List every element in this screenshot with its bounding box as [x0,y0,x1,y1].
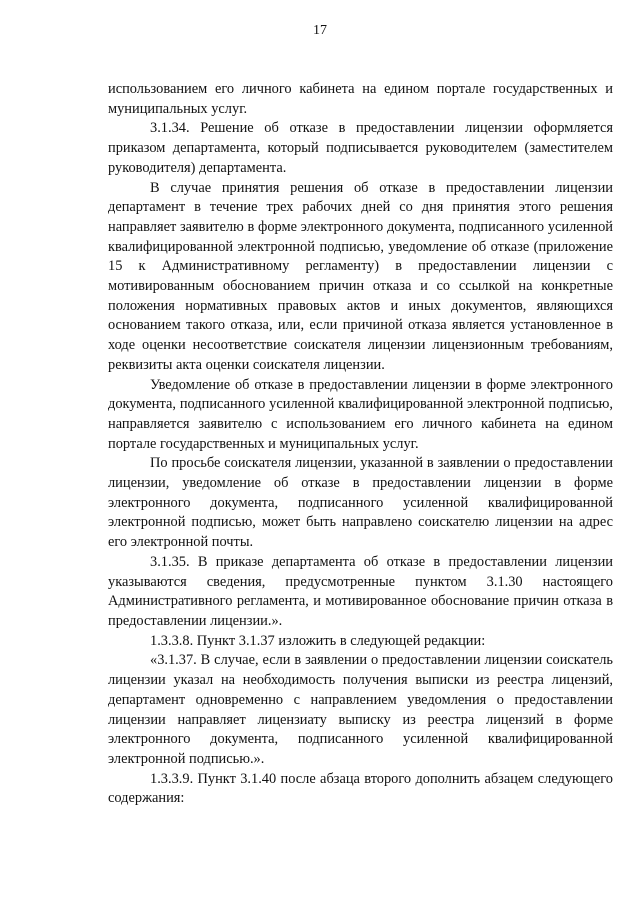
paragraph-continuation: использованием его личного кабинета на едином портале государственных и муниципальных услуг. [108,81,613,117]
paragraph-refusal-notification: В случае принятия решения об отказе в предоставлении лицензии департамент в течение трех рабочих дней со дня принятия этого решения направляет заявителю в форме электронного документа, подписанного усиленной квалифицированной электронной подписью, уведомление об отказе (приложение 15 к Административному регламенту) в предоставлении лицензии с мотивированным обоснованием причин отказа и со ссылкой на конкретные положения нормативных правовых актов и иных документов, являющихся основанием такого отказа, или, если причиной отказа является установленное в ходе оценки несоответствие соискателя лицензии лицензионным требованиям, реквизиты акта оценки соискателя лицензии. [108,179,613,373]
paragraph-3-1-35: 3.1.35. В приказе департамента об отказе в предоставлении лицензии указываются сведения, предусмотренные пунктом 3.1.30 настоящего Административного регламента, и мотивированное обоснование причин отказа в предоставлении лицензии.». [108,553,613,629]
paragraph-3-1-37: «3.1.37. В случае, если в заявлении о предоставлении лицензии соискатель лицензии указал на необходимость получения выписки из реестра лицензий, департамент одновременно с направлением уведомления о предоставлении лицензии направляет лицензиату выписку из реестра лицензий в форме электронного документа, подписанного усиленной квалифицированной электронной подписью.». [108,652,613,767]
paragraph-3-1-34: 3.1.34. Решение об отказе в предоставлении лицензии оформляется приказом департамента, который подписывается руководителем (заместителем руководителя) департамента. [108,120,613,176]
paragraph-email-request: По просьбе соискателя лицензии, указанной в заявлении о предоставлении лицензии, уведомление об отказе в предоставлении лицензии в форме электронного документа, подписанного усиленной квалифицированной электронной подписью, может быть направлено соискателю лицензии на адрес его электронной почты. [108,455,613,551]
paragraph-1-3-3-9: 1.3.3.9. Пункт 3.1.40 после абзаца второго дополнить абзацем следующего содержания: [108,770,613,807]
document-body [108,80,613,809]
paragraph-electronic-notification: Уведомление об отказе в предоставлении лицензии в форме электронного документа, подписанного усиленной квалифицированной электронной подписью, направляется заявителю с использованием его личного кабинета на едином портале государственных и муниципальных услуг. [108,376,613,452]
page-number: 17 [313,23,327,38]
paragraph-1-3-3-8: 1.3.3.8. Пункт 3.1.37 изложить в следующей редакции: [150,632,486,649]
